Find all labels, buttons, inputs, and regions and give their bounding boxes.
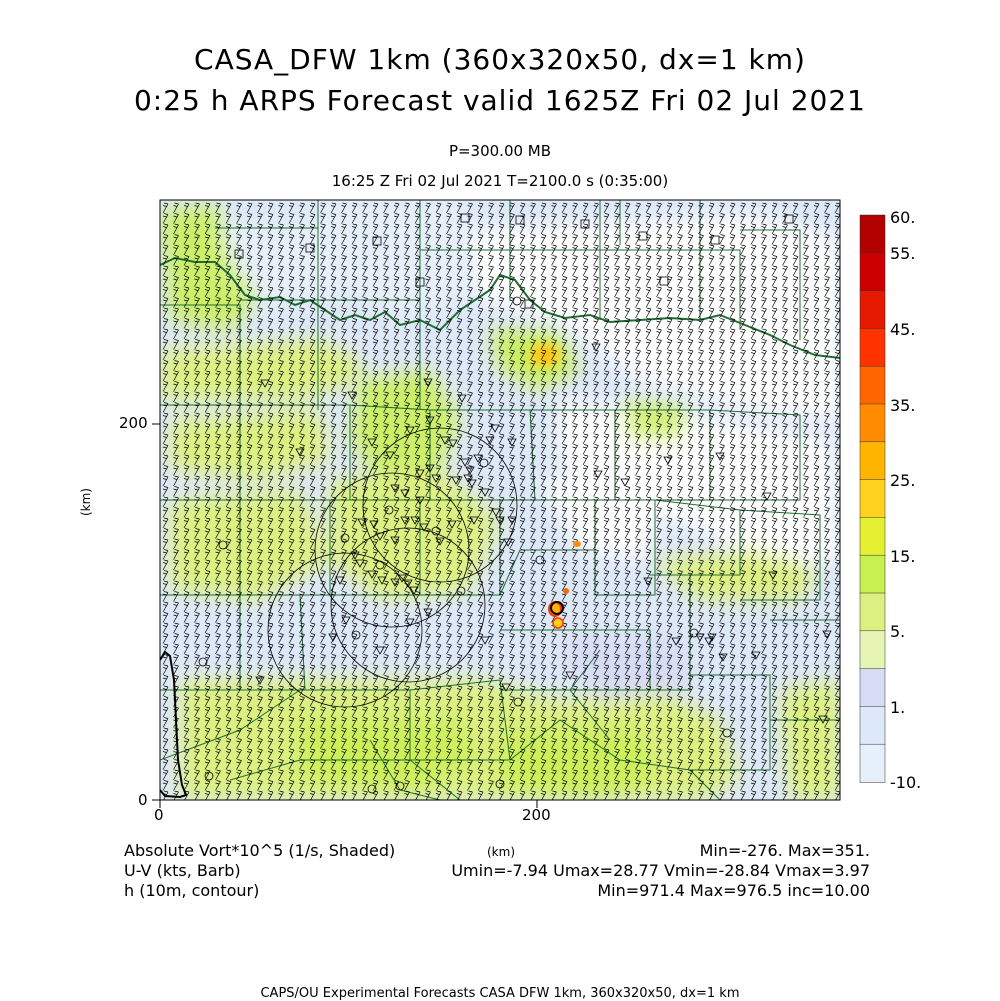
colorbar-swatch: [860, 517, 885, 555]
x-tick-200: 200: [522, 806, 551, 824]
colorbar-swatch: [860, 593, 885, 631]
colorbar-swatch: [860, 555, 885, 593]
colorbar-swatch: [860, 291, 885, 329]
colorbar-swatch: [860, 442, 885, 480]
y-tick-0: 0: [138, 791, 148, 809]
colorbar-label-1: 1.: [890, 698, 906, 717]
colorbar-swatch: [860, 404, 885, 442]
y-tick-200: 200: [119, 414, 148, 432]
legend-height-range: Min=971.4 Max=976.5 inc=10.00: [597, 881, 870, 900]
colorbar-label-15: 15.: [890, 547, 916, 566]
valid-time-label: 16:25 Z Fri 02 Jul 2021 T=2100.0 s (0:35:00): [331, 172, 669, 190]
legend-wind-barb: U-V (kts, Barb): [124, 861, 241, 880]
legend-height-contour: h (10m, contour): [124, 881, 260, 900]
legend-vorticity-range: Min=-276. Max=351.: [699, 841, 870, 860]
colorbar-swatch: [860, 669, 885, 707]
title-line-1: CASA_DFW 1km (360x320x50, dx=1 km): [194, 43, 806, 76]
colorbar-label-35: 35.: [890, 396, 916, 415]
colorbar-swatch: [860, 366, 885, 404]
colorbar-swatch: [860, 328, 885, 366]
footer-credit: CAPS/OU Experimental Forecasts CASA DFW 1km, 360x320x50, dx=1 km: [260, 986, 740, 1001]
colorbar-swatch: [860, 744, 885, 782]
legend-km-label: (km): [487, 845, 516, 859]
colorbar-swatch: [860, 480, 885, 518]
colorbar-label-5: 5.: [890, 622, 906, 641]
level-label: P=300.00 MB: [448, 142, 552, 160]
colorbar-swatch: [860, 706, 885, 744]
title-line-2: 0:25 h ARPS Forecast valid 1625Z Fri 02 Jul 2021: [133, 84, 866, 117]
colorbar-label-minus10: -10.: [890, 773, 922, 792]
colorbar: [860, 215, 885, 783]
colorbar-label-45: 45.: [890, 320, 916, 339]
colorbar-swatch: [860, 631, 885, 669]
colorbar-swatch: [860, 253, 885, 291]
colorbar-label-55: 55.: [890, 244, 916, 263]
colorbar-label-25: 25.: [890, 471, 916, 490]
colorbar-label-60: 60.: [890, 208, 916, 227]
colorbar-swatch: [860, 215, 885, 253]
legend-vorticity: Absolute Vort*10^5 (1/s, Shaded): [124, 841, 396, 860]
y-axis-label: (km): [79, 487, 94, 517]
x-tick-0: 0: [154, 806, 164, 824]
legend-wind-range: Umin=-7.94 Umax=28.77 Vmin=-28.84 Vmax=3.97: [451, 861, 870, 880]
